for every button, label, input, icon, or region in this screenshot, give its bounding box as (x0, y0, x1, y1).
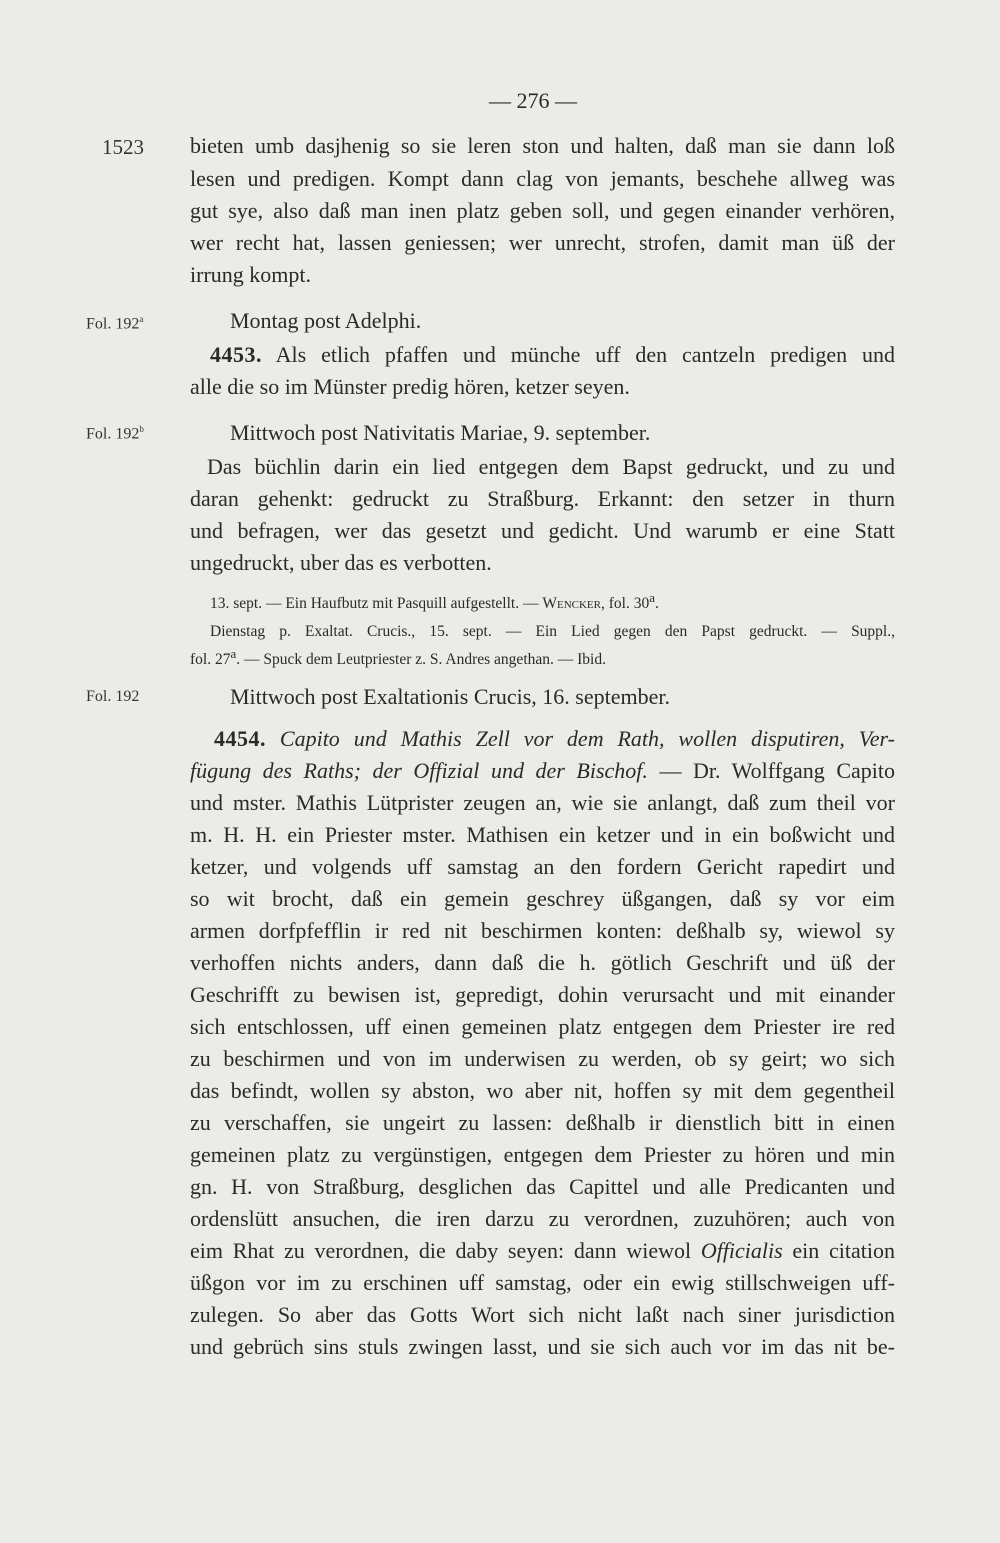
note-line: 13. sept. — Ein Haufbutz mit Pasquill aufgestellt. — Wencker, fol. 30$^a$. (210, 590, 659, 613)
text-line: zu verschaffen, sie ungeirt zu lassen: deßhalb ir dienstlich bitt in einen (190, 1110, 895, 1135)
text-line: und mster. Mathis Lütprister zeugen an, wie sie anlangt, daß zum theil vor (190, 790, 895, 815)
margin-year: 1523 (102, 135, 144, 159)
text-line: gn. H. von Straßburg, desglichen das Capittel und alle Predicanten und (190, 1174, 895, 1199)
text-line: irrung kompt. (190, 262, 311, 287)
date-heading: Mittwoch post Nativitatis Mariae, 9. september. (230, 420, 651, 445)
entry-number: 4453. (210, 342, 262, 367)
text-line: Geschrifft zu bewisen ist, gepredigt, dohin verursacht und mit einander (190, 982, 895, 1007)
text-line: ordenslütt ansuchen, die iren darzu zu verordnen, zuzuhören; auch von (190, 1206, 895, 1231)
text-line: ketzer, und volgends uff samstag an den fordern Gericht rapedirt und (190, 854, 895, 879)
entry-4454-line: 4454. Capito und Mathis Zell vor dem Rath, wollen disputiren, Ver- (214, 726, 895, 751)
page-number: — 276 — (489, 88, 577, 113)
note-line: fol. 27$^a$. — Spuck dem Leutpriester z. S. Andres angethan. — Ibid. (190, 646, 606, 669)
text-line: das befindt, wollen sy abston, wo aber nit, hoffen sy mit dem gegentheil (190, 1078, 895, 1103)
text-line: wer recht hat, lassen geniessen; wer unrecht, strofen, damit man üß der (190, 230, 895, 255)
entry-4453-line: alle die so im Münster predig hören, ketzer seyen. (190, 374, 630, 399)
entry-4453-line: 4453. Als etlich pfaffen und münche uff den cantzeln predigen und (210, 342, 895, 367)
text-line: zu beschirmen und von im underwisen zu werden, ob sy geirt; wo sich (190, 1046, 895, 1071)
text-line: üßgon vor im zu erschinen uff samstag, oder ein ewig stillschweigen uff- (190, 1270, 895, 1295)
text-line: und gebrüch sins stuls zwingen lasst, und sie sich auch vor im das nit be- (190, 1334, 895, 1359)
note-line: Dienstag p. Exaltat. Crucis., 15. sept. — Ein Lied gegen den Papst gedruckt. — Suppl., (210, 623, 895, 640)
text-line: zulegen. So aber das Gotts Wort sich nicht laßt nach siner jurisdiction (190, 1302, 895, 1327)
date-heading: Montag post Adelphi. (230, 308, 422, 333)
text-line: armen dorfpfefflin ir red nit beschirmen konten: deßhalb sy, wiewol sy (190, 918, 895, 943)
text-line: Das büchlin darin ein lied entgegen dem Bapst gedruckt, und zu und (207, 454, 895, 479)
text-line: verhoffen nichts anders, dann daß die h. götlich Geschrift und üß der (190, 950, 895, 975)
text-line: m. H. H. ein Priester mster. Mathisen ein ketzer und in ein boßwicht und (190, 822, 895, 847)
date-heading: Mittwoch post Exaltationis Crucis, 16. september. (230, 684, 670, 709)
text-line: bieten umb dasjhenig so sie leren ston und halten, daß man sie dann loß (190, 133, 895, 158)
text-line: eim Rhat zu verordnen, die daby seyen: dann wiewol Officialis ein citation (190, 1238, 895, 1263)
text-line: lesen und predigen. Kompt dann clag von jemants, beschehe allweg was (190, 166, 895, 191)
text-line: sich entschlossen, uff einen gemeinen platz entgegen dem Priester ire red (190, 1014, 895, 1039)
text-line: ungedruckt, uber das es verbotten. (190, 550, 492, 575)
text-line: so wit brocht, daß ein gemein geschrey üßgangen, daß sy vor eim (190, 886, 895, 911)
margin-folio: Fol. 192$^b$ (86, 424, 144, 443)
text-line: gemeinen platz zu vergünstigen, entgegen dem Priester zu hören und min (190, 1142, 895, 1167)
text-line: gut sye, also daß man inen platz geben soll, und gegen einander verhören, (190, 198, 895, 223)
text-line: und befragen, wer das gesetzt und gedicht. Und warumb er eine Statt (190, 518, 895, 543)
margin-folio: Fol. 192 (86, 688, 140, 705)
margin-folio: Fol. 192$^a$ (86, 314, 144, 333)
entry-number: 4454. (214, 726, 266, 751)
entry-4454-line: fügung des Raths; der Offizial und der Bischof. — Dr. Wolffgang Capito (190, 758, 895, 783)
text-line: daran gehenkt: gedruckt zu Straßburg. Erkannt: den setzer in thurn (190, 486, 895, 511)
